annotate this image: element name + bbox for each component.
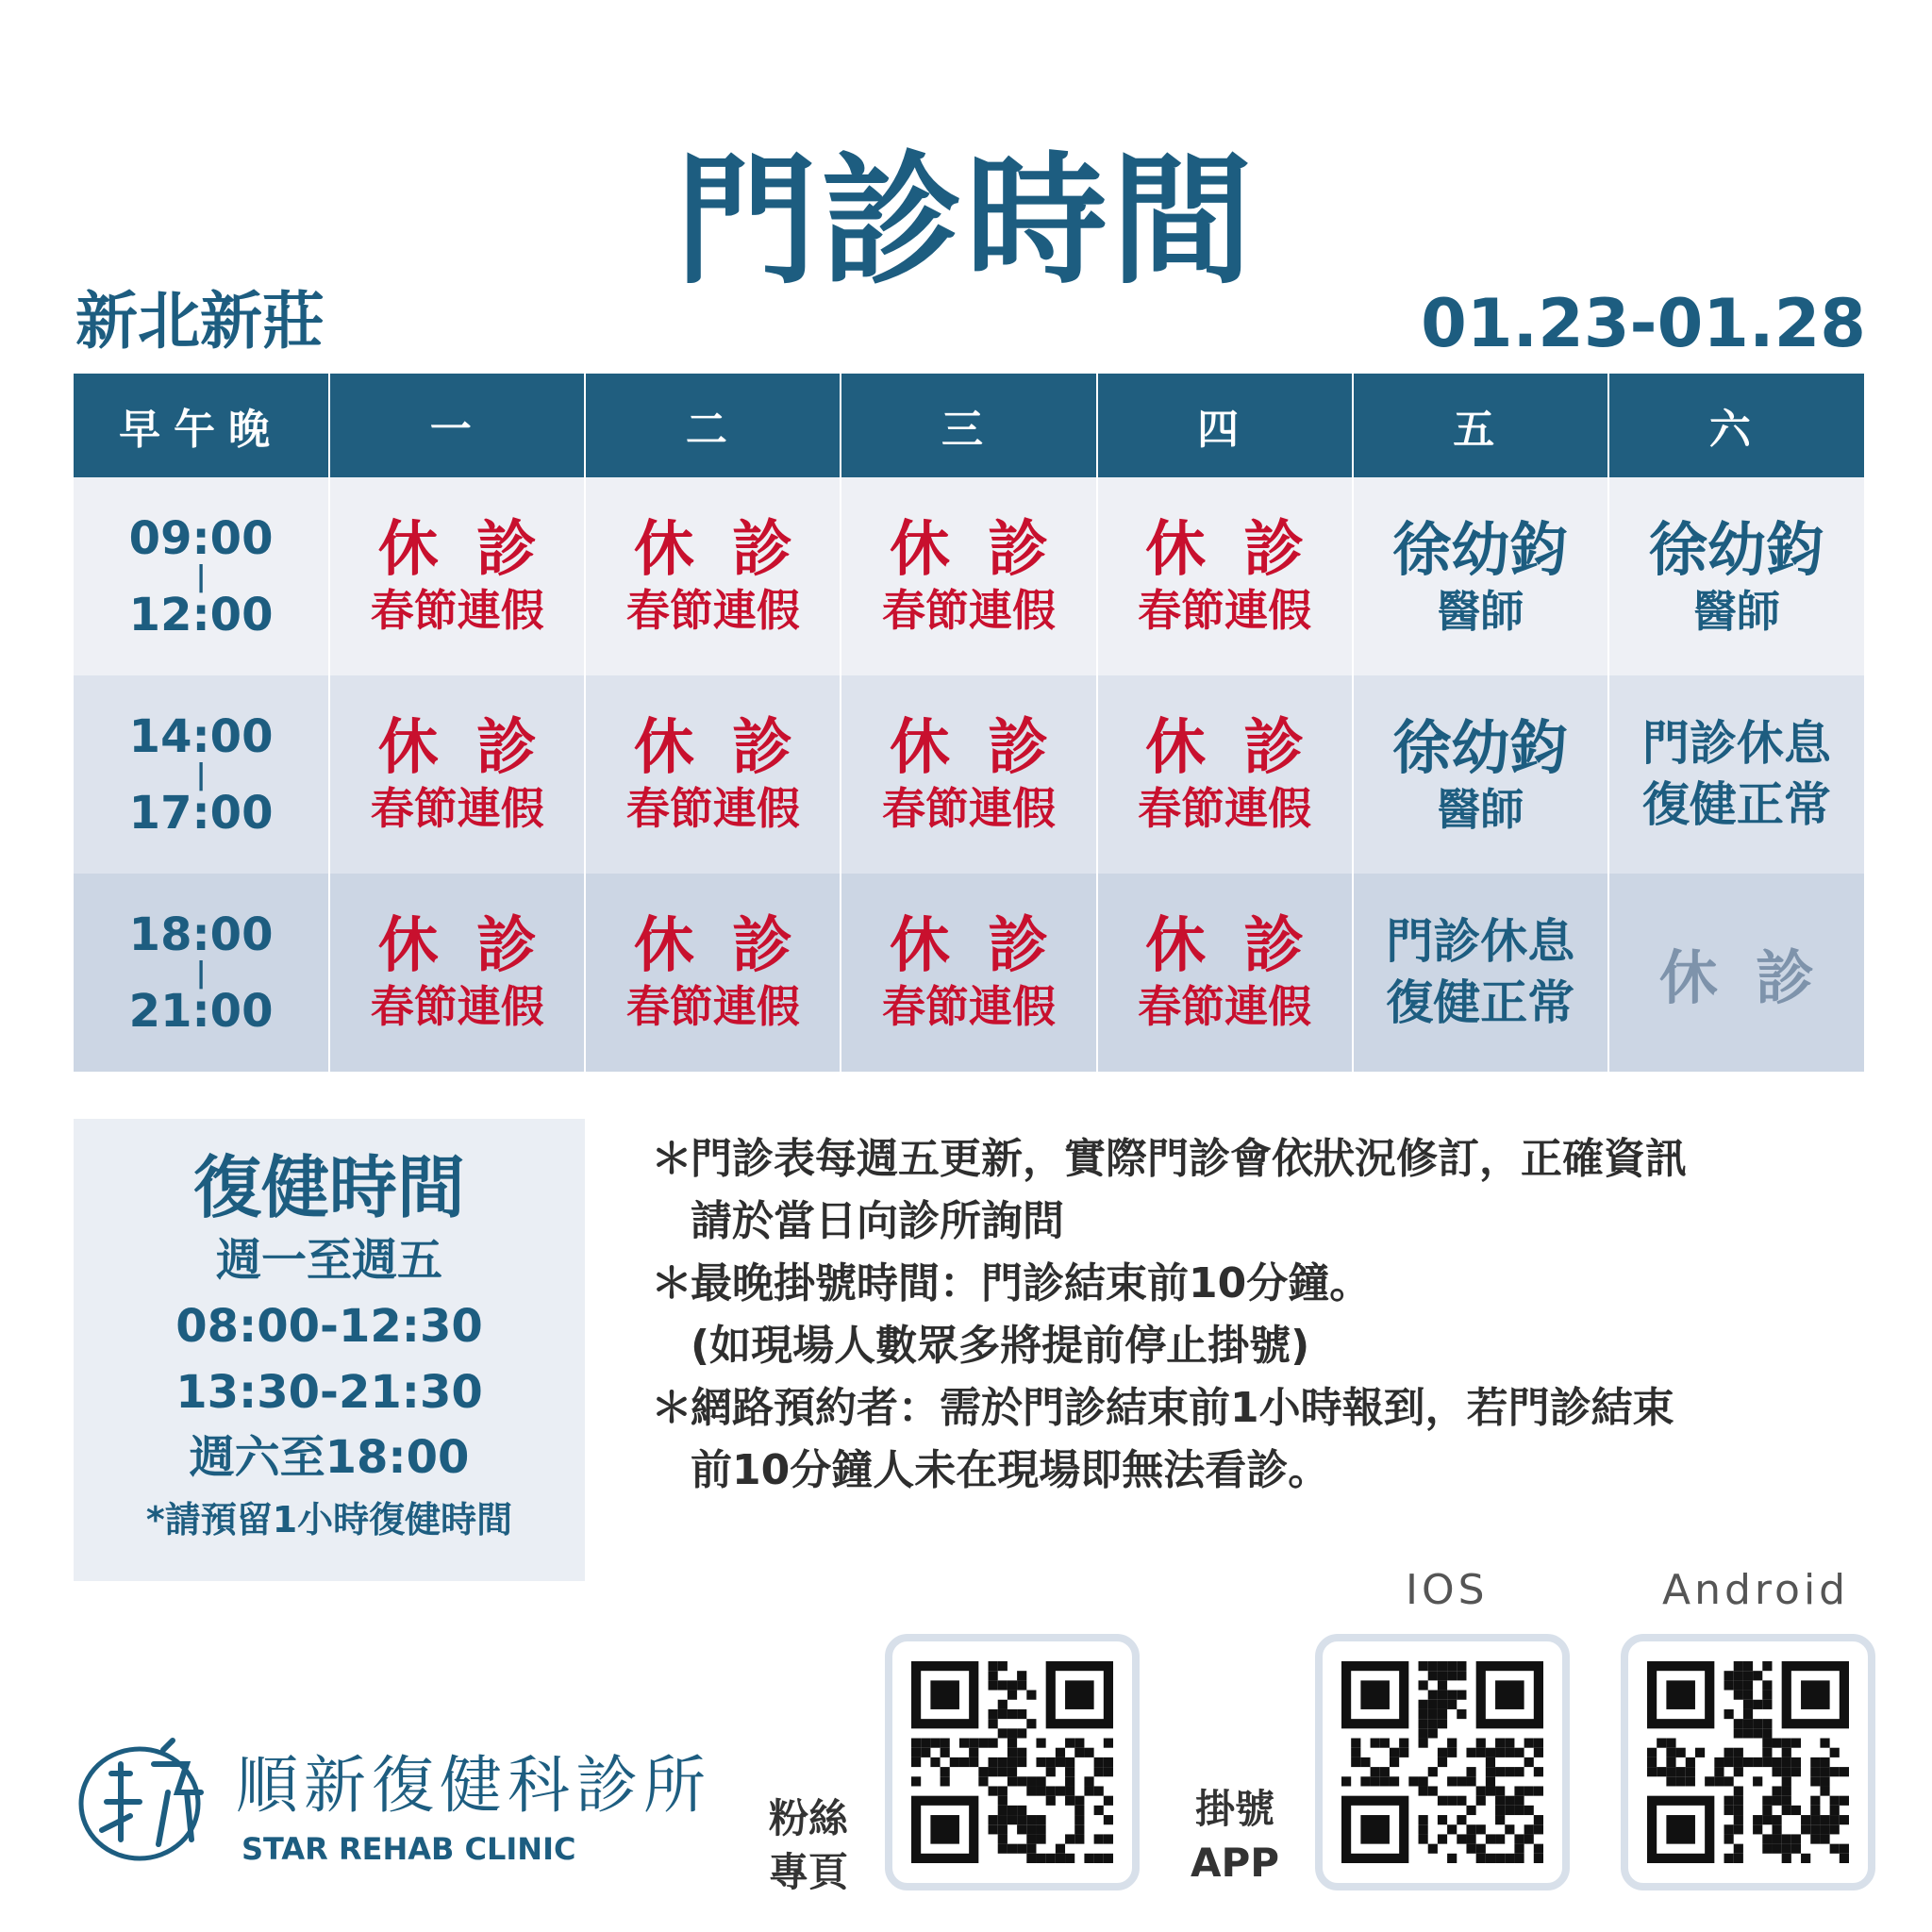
location-label: 新北新莊 [75,285,325,358]
closed-reason: 春節連假 [625,585,800,637]
rehab-line: 13:30-21:30 [175,1365,483,1419]
schedule-cell [1608,874,1864,1072]
closed-label: 休診 [633,712,830,783]
closed-label: 休診 [1658,942,1852,1012]
rehab-line: 08:00-12:30 [175,1299,483,1353]
android-label: Android [1662,1566,1850,1614]
doctor-name: 徐幼鈞 [1392,713,1569,783]
time-value: 09:00 [128,511,274,565]
clinic-rest-label: 門診休息 [1386,914,1575,969]
note-item [651,1253,1868,1377]
schedule-cell [1097,477,1353,675]
note-line: 前10分鐘人未在現場即無法看診。 [691,1446,1330,1494]
note-line: 門診表每週五更新，實際門診會依狀況修訂，正確資訊 [691,1135,1687,1183]
schedule-cell [585,675,841,874]
schedule-cell [1353,874,1608,1072]
schedule-cell [841,874,1096,1072]
closed-reason: 春節連假 [625,981,800,1033]
closed-label: 休診 [633,910,830,981]
schedule-row [74,675,1864,874]
note-line: 請於當日向診所詢問 [691,1197,1064,1245]
fans-label-line: 粉絲 [769,1795,849,1841]
doctor-name: 徐幼鈞 [1648,515,1824,585]
rehab-line: 週六至18:00 [189,1431,470,1485]
closed-reason: 春節連假 [1138,585,1312,637]
closed-reason: 春節連假 [370,981,544,1033]
doctor-title: 醫師 [1437,585,1524,637]
ios-label: IOS [1406,1566,1489,1614]
doctor-title: 醫師 [1692,585,1780,637]
qr-code-icon [1341,1660,1543,1864]
schedule-cell [329,477,585,675]
schedule-cell [1608,675,1864,874]
schedule-cell [1353,675,1608,874]
note-item [651,1128,1868,1253]
page-title: 門診時間 [675,140,1257,304]
app-label-line: APP [1191,1839,1280,1886]
time-value: 17:00 [128,786,274,840]
schedule-cell [1353,477,1608,675]
closed-label: 休診 [889,910,1086,981]
qr-code-icon [1647,1660,1849,1864]
time-slot-cell [74,675,329,874]
time-value: 21:00 [128,984,274,1038]
closed-reason: 春節連假 [1138,783,1312,835]
header-period: 早午晚 [74,374,329,477]
clinic-name: 順新復健科診所 [236,1749,711,1822]
rehab-normal-label: 復健正常 [1386,975,1575,1030]
fans-label-line: 專頁 [769,1848,849,1895]
time-slot-cell [74,477,329,675]
clinic-logo-icon [74,1736,225,1868]
time-value: 18:00 [128,908,274,961]
header-wed: 三 [841,374,1096,477]
header-sat: 六 [1608,374,1864,477]
rehab-title: 復健時間 [192,1148,465,1227]
closed-label: 休診 [377,712,575,783]
asterisk-icon: ＊ [651,1259,692,1307]
rehab-hours-box [74,1119,585,1581]
schedule-cell [841,675,1096,874]
schedule-cell [841,477,1096,675]
closed-label: 休診 [1145,514,1342,585]
closed-label: 休診 [889,712,1086,783]
time-separator: | [195,758,207,791]
closed-label: 休診 [377,514,575,585]
closed-label: 休診 [1145,910,1342,981]
closed-reason: 春節連假 [881,981,1056,1033]
schedule-body [74,477,1864,1072]
rehab-line: 週一至週五 [215,1234,442,1288]
schedule-cell [1097,874,1353,1072]
schedule-cell [329,675,585,874]
schedule-row [74,477,1864,675]
schedule-header-row [74,374,1864,477]
closed-reason: 春節連假 [1138,981,1312,1033]
header-fri: 五 [1353,374,1608,477]
schedule-row [74,874,1864,1072]
doctor-name: 徐幼鈞 [1392,515,1569,585]
note-line: 最晚掛號時間：門診結束前10分鐘。 [691,1259,1372,1307]
qr-code-icon [911,1660,1113,1864]
closed-label: 休診 [889,514,1086,585]
app-label-line: 掛號 [1195,1786,1275,1832]
schedule-cell [1097,675,1353,874]
note-line: (如現場人數眾多將提前停止掛號) [691,1322,1310,1370]
date-range: 01.23-01.28 [1421,285,1866,362]
closed-label: 休診 [633,514,830,585]
time-value: 12:00 [128,588,274,641]
note-item [651,1377,1868,1502]
closed-reason: 春節連假 [881,585,1056,637]
closed-reason: 春節連假 [625,783,800,835]
schedule-table [74,374,1864,1072]
header-mon: 一 [329,374,585,477]
closed-label: 休診 [1145,712,1342,783]
ios-qr-code[interactable] [1315,1634,1570,1890]
schedule-cell [585,874,841,1072]
clinic-name-en: STAR REHAB CLINIC [242,1831,576,1867]
fans-page-qr-code[interactable] [885,1634,1140,1890]
closed-reason: 春節連假 [370,585,544,637]
closed-reason: 春節連假 [881,783,1056,835]
asterisk-icon: ＊ [651,1384,692,1432]
rehab-normal-label: 復健正常 [1641,777,1831,832]
note-line: 網路預約者：需於門診結束前1小時報到，若門診結束 [691,1384,1674,1432]
time-value: 14:00 [128,709,274,763]
rehab-note: *請預留1小時復健時間 [145,1498,513,1541]
clinic-rest-label: 門診休息 [1641,716,1831,771]
header-thu: 四 [1097,374,1353,477]
schedule-cell [585,477,841,675]
notes-section [651,1128,1868,1502]
header-tue: 二 [585,374,841,477]
closed-label: 休診 [377,910,575,981]
closed-reason: 春節連假 [370,783,544,835]
schedule-cell [1608,477,1864,675]
schedule-cell [329,874,585,1072]
time-separator: | [195,559,207,593]
time-slot-cell [74,874,329,1072]
asterisk-icon: ＊ [651,1135,692,1183]
time-separator: | [195,956,207,990]
doctor-title: 醫師 [1437,783,1524,835]
register-app-label [1191,1783,1279,1890]
fans-page-label [769,1792,848,1899]
android-qr-code[interactable] [1621,1634,1875,1890]
